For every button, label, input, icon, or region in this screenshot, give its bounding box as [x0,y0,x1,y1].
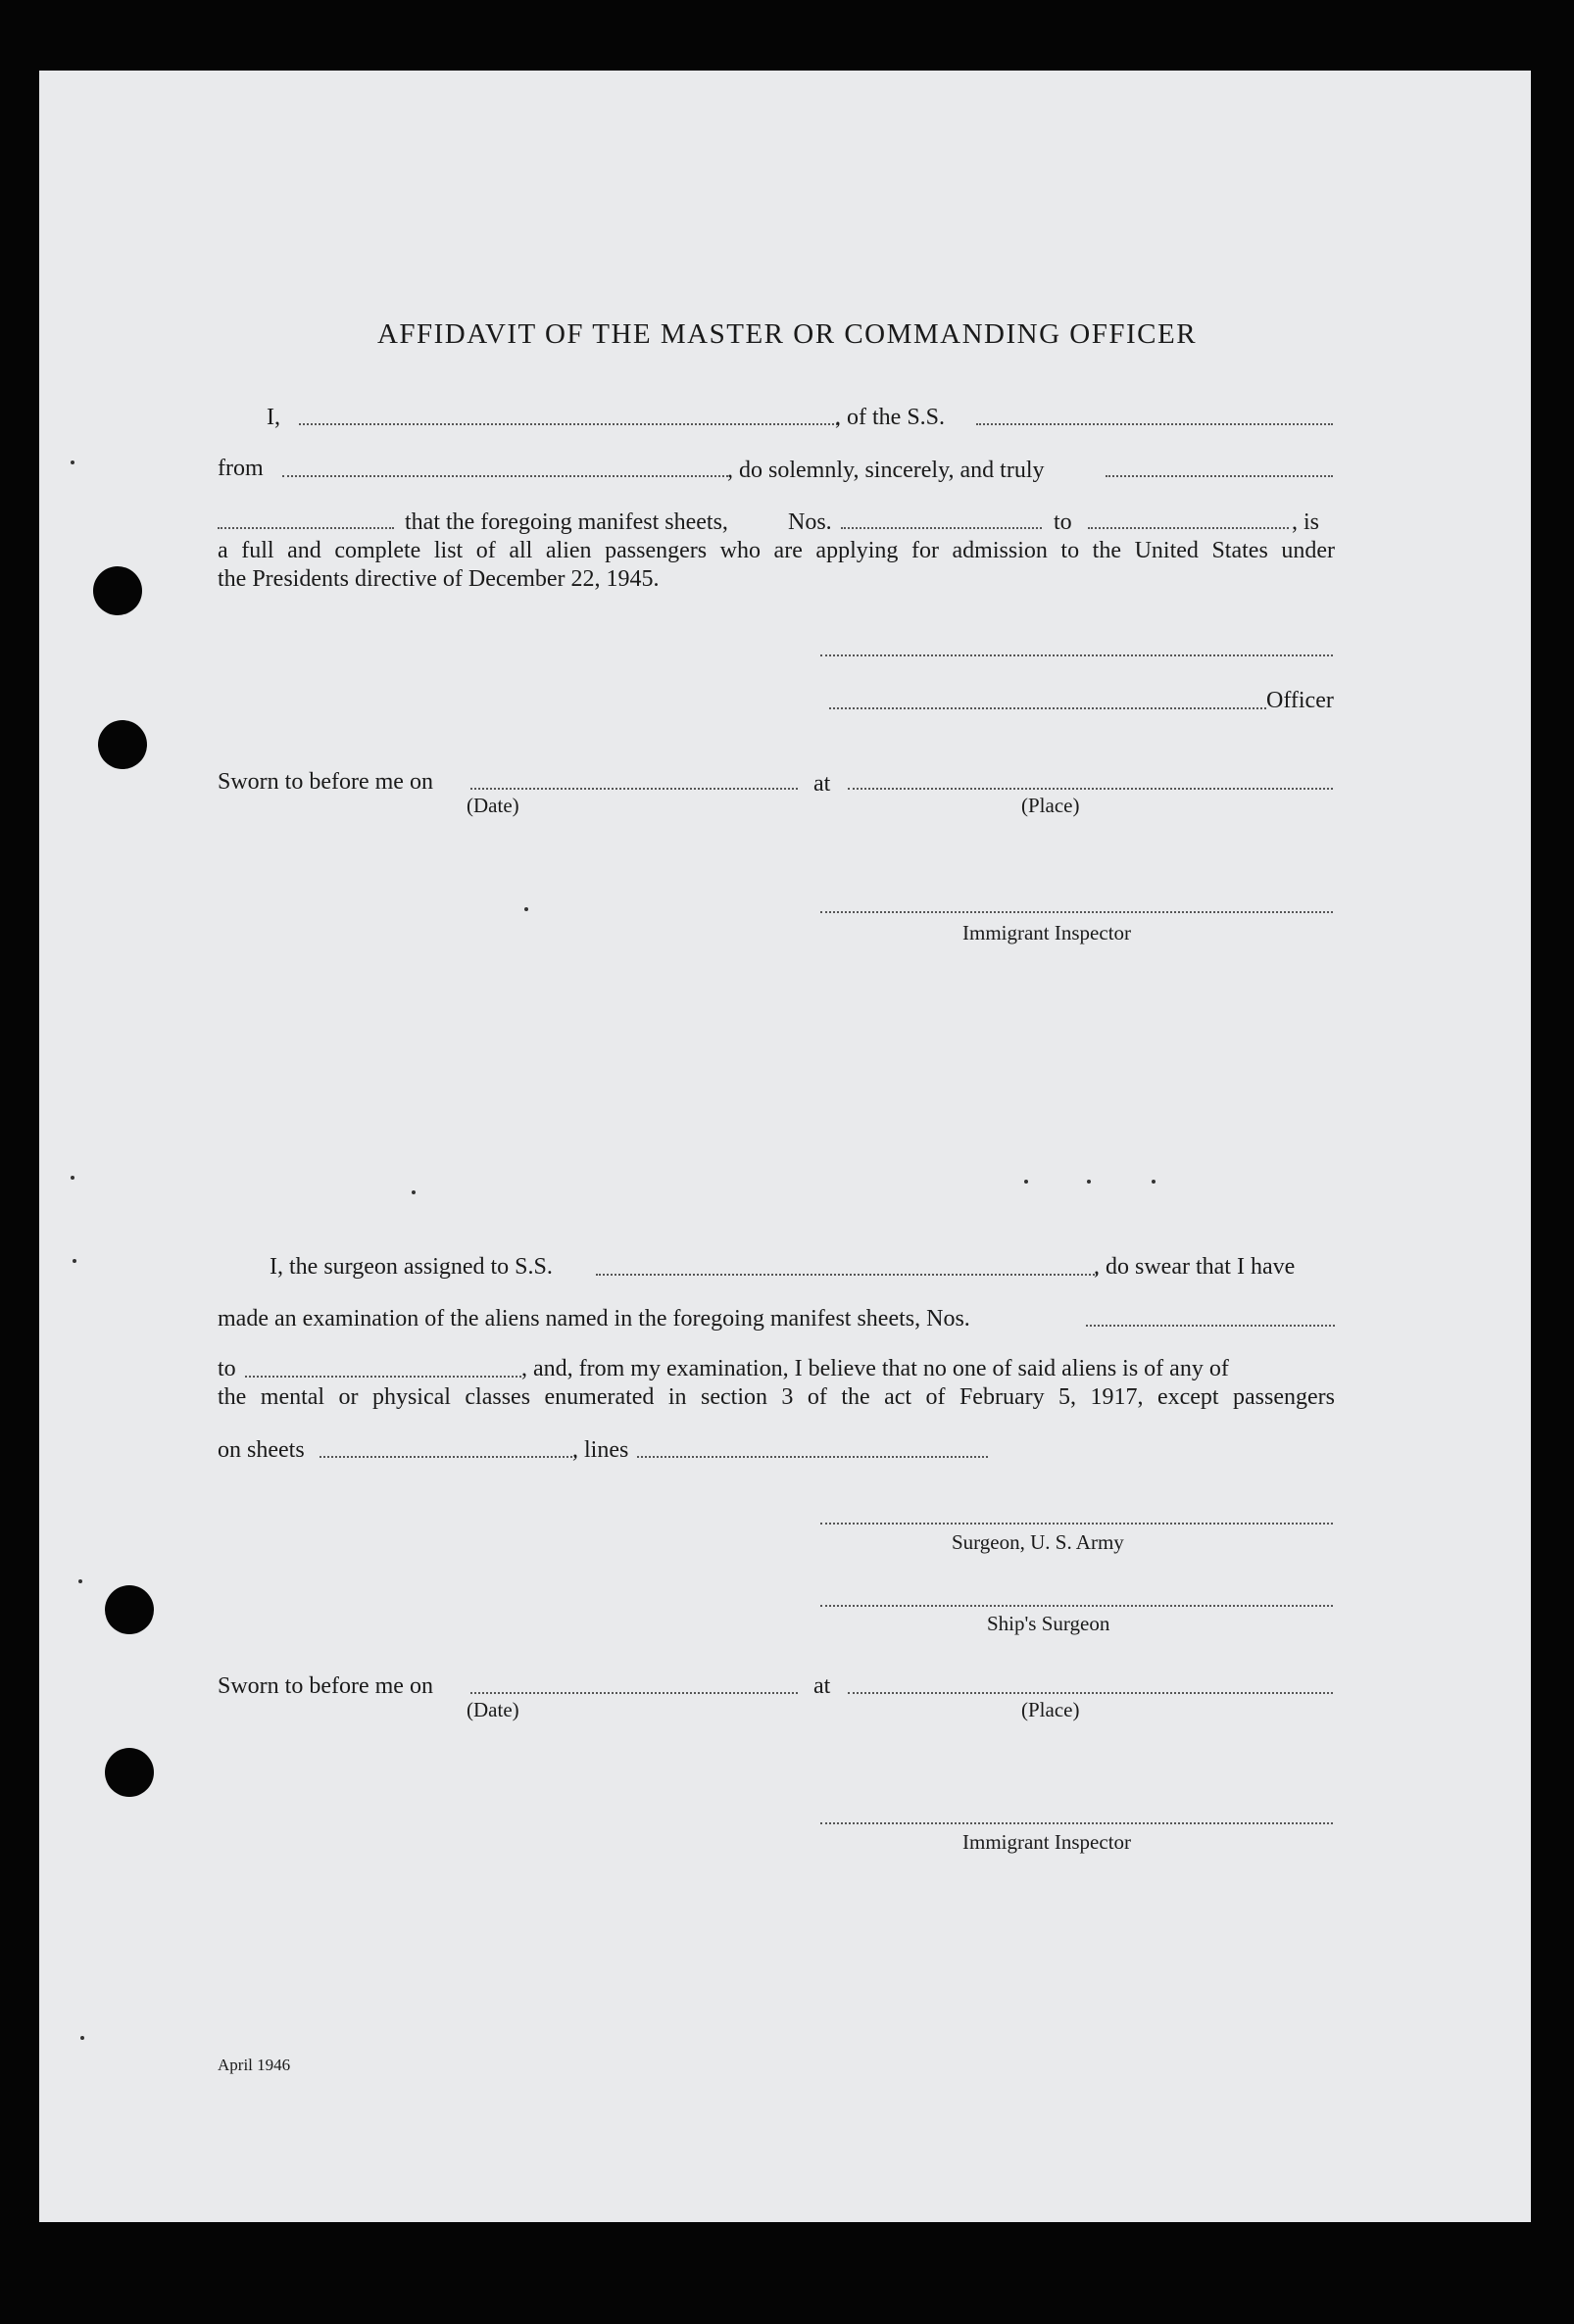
master-ship-field[interactable] [976,423,1333,425]
master-is-label: , is [1292,509,1320,535]
surgeon-to-label: to [218,1356,236,1381]
scan-speck [1152,1180,1156,1184]
surgeon-sheets-label: on sheets [218,1437,305,1463]
surgeon-nos-to-field[interactable] [245,1376,521,1378]
master-sworn-label: Sworn to before me on [218,769,433,795]
master-sworn-date-field[interactable] [470,788,798,790]
master-of-ss-label: , of the S.S. [835,405,946,430]
scan-speck [524,907,528,911]
master-swear-field[interactable] [1106,475,1333,477]
master-at-label: at [813,771,831,797]
ship-surgeon-signature-line[interactable] [820,1605,1333,1607]
scan-speck [73,1259,76,1263]
army-surgeon-signature-line[interactable] [820,1523,1333,1525]
punch-hole-2 [98,720,147,769]
master-inspector-label: Immigrant Inspector [962,921,1132,944]
master-nos-to-field[interactable] [1088,527,1289,529]
master-signature-line[interactable] [820,654,1333,656]
punch-hole-1 [93,566,142,615]
master-from-field[interactable] [282,475,728,477]
surgeon-line-1-end: , do swear that I have [1094,1254,1296,1280]
surgeon-at-label: at [813,1673,831,1699]
surgeon-line-2: made an examination of the aliens named in the foregoing manifest sheets, Nos. [218,1306,970,1331]
master-body-line-5: the Presidents directive of December 22, 1945. [218,566,660,592]
document-title: AFFIDAVIT OF THE MASTER OR COMMANDING OFFICER [376,318,1198,350]
form-date: April 1946 [218,2056,291,2074]
surgeon-inspector-signature-line[interactable] [820,1822,1333,1824]
surgeon-sworn-label: Sworn to before me on [218,1673,433,1699]
document-page [39,71,1531,2222]
officer-label: Officer [1266,688,1334,713]
ship-surgeon-label: Ship's Surgeon [987,1612,1110,1635]
scan-speck [412,1190,416,1194]
scan-speck [1024,1180,1028,1184]
scan-speck [80,2036,84,2040]
surgeon-line-4: the mental or physical classes enumerated in section 3 of the act of February 5, 1917, except passengers [218,1384,1335,1410]
surgeon-sworn-date-field[interactable] [470,1692,798,1694]
surgeon-ship-field[interactable] [596,1274,1098,1276]
scan-speck [78,1579,82,1583]
master-date-caption: (Date) [467,794,519,817]
surgeon-inspector-label: Immigrant Inspector [962,1830,1132,1854]
master-to-label: to [1054,509,1072,535]
master-place-caption: (Place) [1021,794,1080,817]
scan-speck [71,1176,74,1180]
surgeon-date-caption: (Date) [467,1698,519,1721]
master-from-label: from [218,456,264,481]
master-sworn-place-field[interactable] [848,788,1333,790]
surgeon-line-1-start: I, the surgeon assigned to S.S. [270,1254,553,1280]
surgeon-sheets-field[interactable] [320,1456,576,1458]
master-oath-field[interactable] [218,527,394,529]
surgeon-place-caption: (Place) [1021,1698,1080,1721]
scan-speck [71,460,74,464]
master-i-label: I, [267,405,280,430]
officer-signature-line[interactable] [829,707,1266,709]
master-swear-label: , do solemnly, sincerely, and truly [727,458,1045,483]
surgeon-line-3-rest: , and, from my examination, I believe that no one of said aliens is of any of [521,1356,1229,1381]
master-name-field[interactable] [299,423,838,425]
army-surgeon-label: Surgeon, U. S. Army [952,1530,1124,1554]
master-inspector-signature-line[interactable] [820,911,1333,913]
surgeon-lines-field[interactable] [637,1456,988,1458]
surgeon-sworn-place-field[interactable] [848,1692,1333,1694]
surgeon-lines-label: , lines [572,1437,629,1463]
master-nos-from-field[interactable] [841,527,1042,529]
punch-hole-3 [105,1585,154,1634]
master-nos-label: Nos. [788,509,832,535]
surgeon-nos-from-field[interactable] [1086,1325,1335,1327]
master-body-line-4: a full and complete list of all alien passengers who are applying for admission to the United States under [218,538,1335,563]
master-that-label: that the foregoing manifest sheets, [405,509,728,535]
scan-speck [1087,1180,1091,1184]
punch-hole-4 [105,1748,154,1797]
